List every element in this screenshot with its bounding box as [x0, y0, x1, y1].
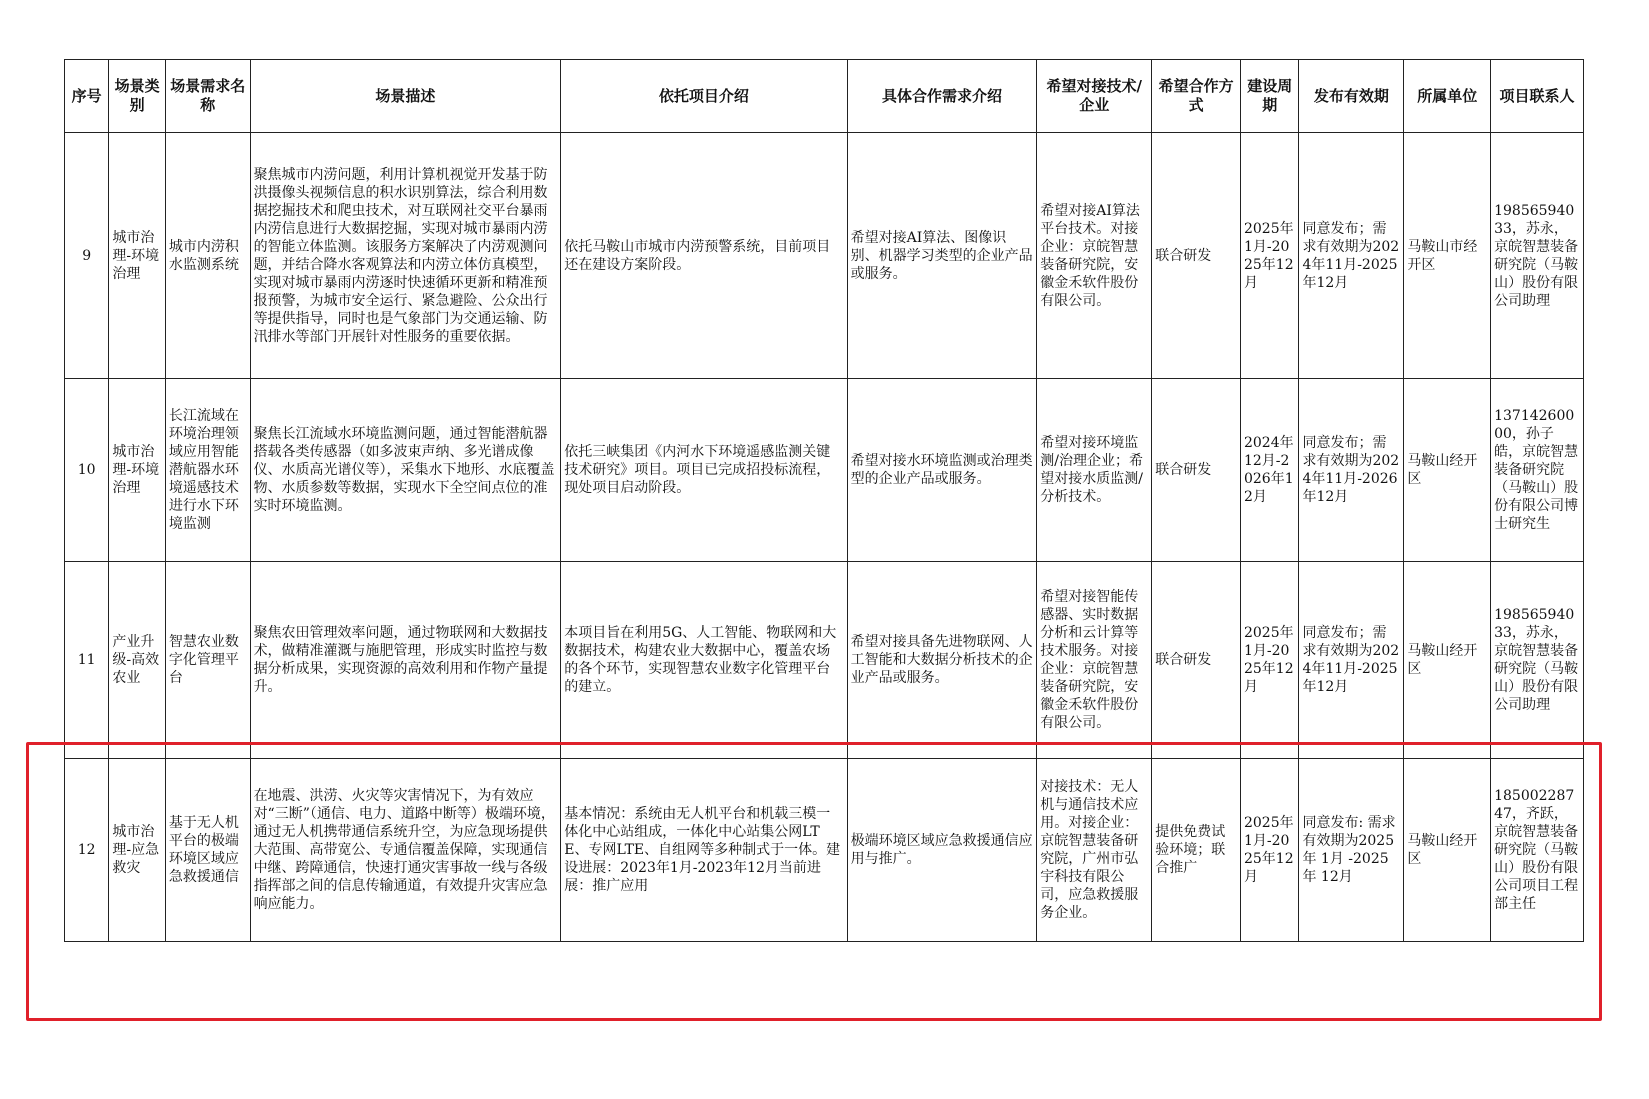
- cell-mode: 联合研发: [1152, 562, 1241, 759]
- cell-name: 智慧农业数字化管理平台: [165, 562, 250, 759]
- cell-unit: 马鞍山经开区: [1404, 759, 1491, 942]
- cell-validity: 同意发布；需求有效期为2024年11月-2025年12月: [1299, 562, 1404, 759]
- cell-mode: 联合研发: [1152, 379, 1241, 562]
- header-period: 建设周期: [1240, 60, 1299, 133]
- table-row: [65, 133, 1584, 379]
- cell-category: 城市治理-环境治理: [109, 379, 165, 562]
- cell-tech: 希望对接环境监测/治理企业；希望对接水质监测/分析技术。: [1037, 379, 1152, 562]
- cell-cooperation: 希望对接具备先进物联网、人工智能和大数据分析技术的企业产品或服务。: [847, 562, 1037, 759]
- cell-description: 聚焦长江流域水环境监测问题，通过智能潜航器搭载各类传感器（如多波束声纳、多光谱成像仪、水质高光谱仪等），采集水下地形、水底覆盖物、水质参数等数据，实现水下全空间点位的准实时环境监测。: [250, 379, 561, 562]
- cell-period: 2025年1月-2025年12月: [1240, 133, 1299, 379]
- cell-category: 城市治理-应急救灾: [109, 759, 165, 942]
- cell-mode: 提供免费试验环境；联合推广: [1152, 759, 1241, 942]
- cell-contact: 19856594033，苏永，京皖智慧装备研究院（马鞍山）股份有限公司助理: [1491, 133, 1584, 379]
- cell-contact: 13714260000，孙子皓，京皖智慧装备研究院（马鞍山）股份有限公司博士研究生: [1491, 379, 1584, 562]
- header-validity: 发布有效期: [1299, 60, 1404, 133]
- cell-name: 长江流域在环境治理领域应用智能潜航器水环境遥感技术进行水下环境监测: [165, 379, 250, 562]
- cell-name: 基于无人机平台的极端环境区域应急救援通信: [165, 759, 250, 942]
- header-name: 场景需求名称: [165, 60, 250, 133]
- cell-no: 9: [65, 133, 109, 379]
- cell-no: 12: [65, 759, 109, 942]
- header-no: 序号: [65, 60, 109, 133]
- cell-category: 城市治理-环境治理: [109, 133, 165, 379]
- table-row: [65, 379, 1584, 562]
- cell-unit: 马鞍山经开区: [1404, 562, 1491, 759]
- cell-mode: 联合研发: [1152, 133, 1241, 379]
- table-row: [65, 562, 1584, 759]
- cell-category: 产业升级-高效农业: [109, 562, 165, 759]
- cell-validity: 同意发布；需求有效期为2024年11月-2026年12月: [1299, 379, 1404, 562]
- cell-description: 聚焦农田管理效率问题，通过物联网和大数据技术，做精准灌溉与施肥管理，形成实时监控与数据分析成果，实现资源的高效利用和作物产量提升。: [250, 562, 561, 759]
- cell-contact: 19856594033，苏永，京皖智慧装备研究院（马鞍山）股份有限公司助理: [1491, 562, 1584, 759]
- cell-tech: 对接技术：无人机与通信技术应用。对接企业：京皖智慧装备研究院，广州市弘宇科技有限公司，应急救援服务企业。: [1037, 759, 1152, 942]
- cell-period: 2024年12月-2026年12月: [1240, 379, 1299, 562]
- cell-project: 依托三峡集团《内河水下环境遥感监测关键技术研究》项目。项目已完成招投标流程，现处项目启动阶段。: [561, 379, 847, 562]
- cell-period: 2025年1月-2025年12月: [1240, 759, 1299, 942]
- header-description: 场景描述: [250, 60, 561, 133]
- header-unit: 所属单位: [1404, 60, 1491, 133]
- cell-name: 城市内涝积水监测系统: [165, 133, 250, 379]
- cell-cooperation: 希望对接AI算法、图像识别、机器学习类型的企业产品或服务。: [847, 133, 1037, 379]
- header-row: [65, 60, 1584, 133]
- cell-unit: 马鞍山市经开区: [1404, 133, 1491, 379]
- header-project: 依托项目介绍: [561, 60, 847, 133]
- cell-description: 聚焦城市内涝问题，利用计算机视觉开发基于防洪摄像头视频信息的积水识别算法，综合利用数据挖掘技术和爬虫技术，对互联网社交平台暴雨内涝信息进行大数据挖掘，实现对城市暴雨内涝的智能立体监测。该服务方案解决了内涝观测问题，并结合降水客观算法和内涝立体仿真模型，实现对城市暴雨内涝逐时快速循环更新和精准预报预警，为城市安全运行、紧急避险、公众出行等提供指导，同时也是气象部门为交通运输、防汛排水等部门开展针对性服务的重要依据。: [250, 133, 561, 379]
- cell-project: 依托马鞍山市城市内涝预警系统，目前项目还在建设方案阶段。: [561, 133, 847, 379]
- cell-cooperation: 极端环境区域应急救援通信应用与推广。: [847, 759, 1037, 942]
- header-category: 场景类别: [109, 60, 165, 133]
- cell-period: 2025年1月-2025年12月: [1240, 562, 1299, 759]
- cell-tech: 希望对接智能传感器、实时数据分析和云计算等技术服务。对接企业：京皖智慧装备研究院，安徽金禾软件股份有限公司。: [1037, 562, 1152, 759]
- cell-no: 10: [65, 379, 109, 562]
- highlight-box: [26, 742, 1602, 1021]
- cell-validity: 同意发布: 需求有效期为2025年 1月 -2025年 12月: [1299, 759, 1404, 942]
- header-mode: 希望合作方式: [1152, 60, 1241, 133]
- cell-unit: 马鞍山经开区: [1404, 379, 1491, 562]
- cell-contact: 18500228747，齐跃，京皖智慧装备研究院（马鞍山）股份有限公司项目工程部主任: [1491, 759, 1584, 942]
- cell-no: 11: [65, 562, 109, 759]
- cell-project: 基本情况：系统由无人机平台和机载三模一体化中心站组成，一体化中心站集公网LTE、专网LTE、自组网等多种制式于一体。建设进展：2023年1月-2023年12月当前进展：推广应用: [561, 759, 847, 942]
- header-tech: 希望对接技术/企业: [1037, 60, 1152, 133]
- header-contact: 项目联系人: [1491, 60, 1584, 133]
- cell-description: 在地震、洪涝、火灾等灾害情况下，为有效应对“三断”（通信、电力、道路中断等）极端环境，通过无人机携带通信系统升空，为应急现场提供大范围、高带宽公、专通信覆盖保障，实现通信中继、跨障通信，快速打通灾害事故一线与各级指挥部之间的信息传输通道，有效提升灾害应急响应能力。: [250, 759, 561, 942]
- cell-validity: 同意发布；需求有效期为2024年11月-2025年12月: [1299, 133, 1404, 379]
- header-cooperation: 具体合作需求介绍: [847, 60, 1037, 133]
- cell-project: 本项目旨在利用5G、人工智能、物联网和大数据技术，构建农业大数据中心，覆盖农场的各个环节，实现智慧农业数字化管理平台的建立。: [561, 562, 847, 759]
- cell-cooperation: 希望对接水环境监测或治理类型的企业产品或服务。: [847, 379, 1037, 562]
- cell-tech: 希望对接AI算法平台技术。对接企业：京皖智慧装备研究院，安徽金禾软件股份有限公司。: [1037, 133, 1152, 379]
